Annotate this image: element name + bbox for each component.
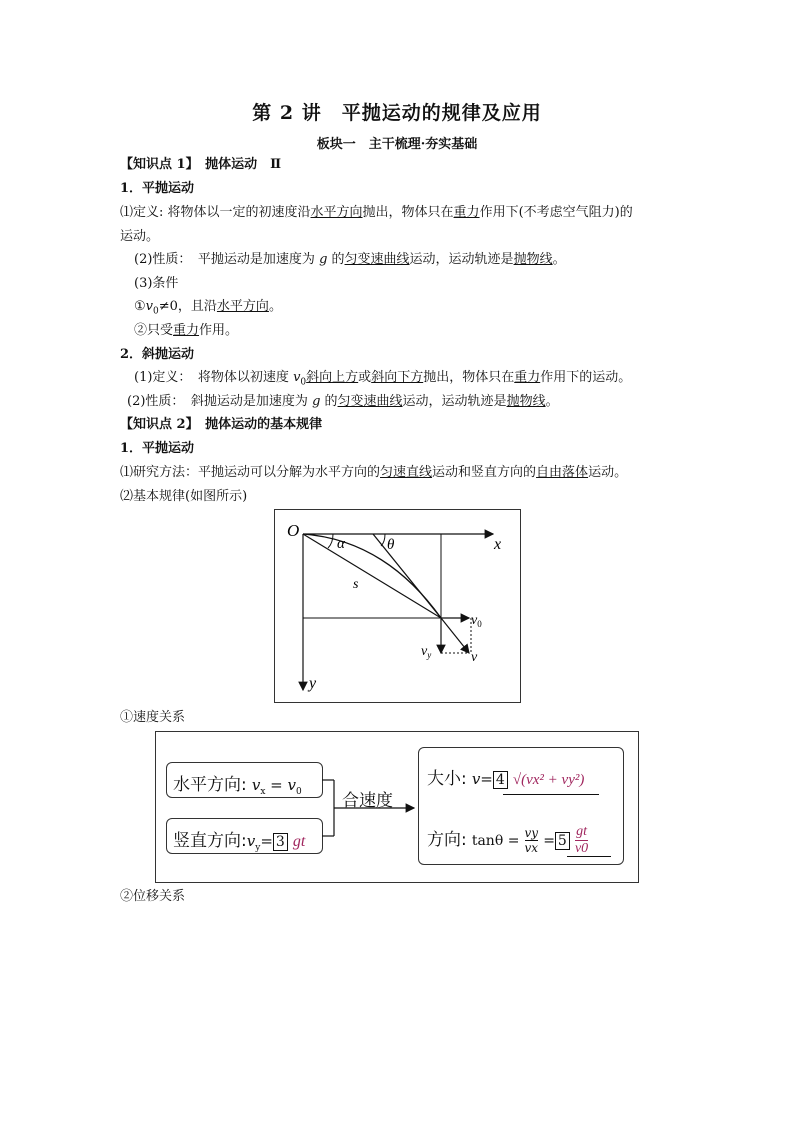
blank-4: 4 bbox=[493, 771, 508, 789]
answer-5: $\frac{gt}{v0}$ bbox=[574, 824, 589, 856]
blank-5: 5 bbox=[555, 832, 570, 850]
answer-5-underline bbox=[567, 856, 611, 857]
kp1-s2-property: (2)性质： 斜抛运动是加速度为 g 的匀变速曲线运动，运动轨迹是抛物线。 bbox=[127, 394, 559, 409]
kp2-method: ⑴研究方法：平抛运动可以分解为水平方向的匀速直线运动和竖直方向的自由落体运动。 bbox=[120, 465, 628, 480]
speed-relation-diagram bbox=[155, 731, 639, 883]
y-label: y bbox=[309, 675, 317, 692]
kp1-condition-1: $①v_0\ne 0$，且沿水平方向。 bbox=[134, 299, 282, 317]
kp2-s1-title: 1．平抛运动 bbox=[120, 441, 195, 456]
page-title: 第 2 讲 平抛运动的规律及应用 bbox=[252, 102, 542, 124]
displacement-relation-label: ②位移关系 bbox=[120, 889, 186, 904]
kp2-heading: 【知识点 2】 抛体运动的基本规律 bbox=[120, 417, 323, 432]
blank-3: 3 bbox=[273, 833, 288, 851]
projectile-figure bbox=[274, 509, 521, 703]
v-label: v bbox=[471, 650, 478, 665]
result-box bbox=[418, 747, 624, 865]
answer-4-underline bbox=[503, 794, 599, 795]
vertical-box: 竖直方向$:v_y= 3$ gt bbox=[166, 818, 323, 854]
direction-row: 方向: tanθ = $\frac{vy}{vx}$ = 5 $\frac{gt}{v0}$ bbox=[427, 824, 589, 856]
kp1-s1-title: 1．平抛运动 bbox=[120, 181, 195, 196]
section-subtitle: 板块一 主干梳理·夯实基础 bbox=[316, 137, 478, 152]
kp1-condition-2: ②只受重力作用。 bbox=[134, 323, 239, 338]
theta-label: θ bbox=[387, 537, 395, 553]
kp2-law: ⑵基本规律(如图所示) bbox=[120, 489, 248, 504]
kp1-condition: (3)条件 bbox=[134, 276, 179, 291]
speed-relation-label: ①速度关系 bbox=[120, 710, 186, 725]
kp1-property: (2)性质： 平抛运动是加速度为 g 的匀变速曲线运动，运动轨迹是抛物线。 bbox=[134, 252, 566, 267]
tan-fraction: $\frac{vy}{vx}$ bbox=[524, 826, 539, 855]
x-label: x bbox=[494, 536, 502, 553]
combine-label: 合速度 bbox=[342, 791, 393, 811]
kp1-definition-cont: 运动。 bbox=[120, 229, 160, 244]
kp1-s2-definition: (1)定义： 将物体以初速度 $v_0$斜向上方或斜向下方抛出，物体只在重力作用下的运动。 bbox=[134, 370, 632, 388]
kp1-heading: 【知识点 1】 抛体运动 Ⅱ bbox=[120, 157, 282, 172]
displacement-line bbox=[303, 534, 441, 618]
tangent-line bbox=[373, 534, 441, 618]
vy-label: $v_y$ bbox=[421, 644, 432, 660]
origin-label: O bbox=[287, 521, 300, 540]
horizontal-box: 水平方向: $v_x = v_0$ bbox=[166, 762, 323, 798]
kp1-s2-title: 2．斜抛运动 bbox=[120, 347, 195, 362]
alpha-label: α bbox=[337, 536, 345, 552]
s-label: s bbox=[353, 577, 359, 592]
kp1-definition: ⑴定义: 将物体以一定的初速度沿水平方向抛出，物体只在重力作用下(不考虑空气阻力)的 bbox=[120, 205, 633, 220]
v0-label: $v_0$ bbox=[471, 613, 482, 629]
alpha-arc bbox=[328, 534, 333, 548]
answer-3: gt bbox=[292, 833, 306, 850]
projectile-diagram bbox=[275, 510, 520, 702]
v-vector bbox=[441, 618, 469, 653]
magnitude-row: 大小: v= 4 √(vx² + vy²) bbox=[427, 769, 585, 789]
answer-4: √(vx² + vy²) bbox=[512, 772, 585, 788]
